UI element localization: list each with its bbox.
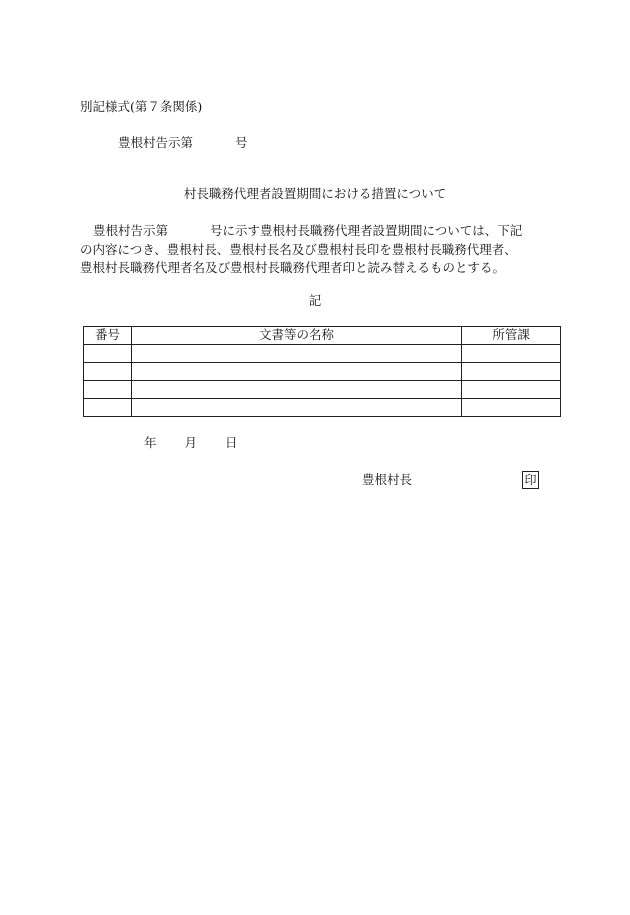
table-cell [462,345,561,363]
documents-table [83,326,561,417]
header-department: 所管課 [462,327,561,345]
table-cell [131,399,461,417]
form-reference: 別記様式(第７条関係) [80,99,203,114]
body-line-3: 豊根村長職務代理者名及び豊根村長職務代理者印と読み替えるものとする。 [80,260,506,275]
body-line-1 [80,225,562,238]
table-row [84,399,561,417]
table-cell [462,381,561,399]
ki-heading: 記 [308,293,322,308]
header-document-name: 文書等の名称 [131,327,461,345]
table-row [84,345,561,363]
document-title: 村長職務代理者設置期間における措置について [183,186,447,201]
table-cell [84,399,132,417]
table-header-row [84,327,561,345]
date-line [144,437,238,450]
table-cell [462,363,561,381]
table-cell [462,399,561,417]
body-line-1a: 豊根村告示第 [93,223,169,238]
table-cell [131,381,461,399]
body-line-2: の内容につき、豊根村長、豊根村長名及び豊根村長印を豊根村長職務代理者、 [80,242,517,257]
date-day: 日 [225,435,238,450]
notice-prefix: 豊根村告示第 [118,135,194,150]
notice-suffix: 号 [235,135,248,150]
body-line-1b: 号に示す豊根村長職務代理者設置期間については、下記 [210,223,523,238]
table-cell [84,363,132,381]
table-cell [131,345,461,363]
table-row [84,381,561,399]
table-cell [84,345,132,363]
table-row [84,363,561,381]
header-number: 番号 [84,327,132,345]
seal-mark: 印 [522,471,539,489]
notice-number [118,137,248,150]
date-year: 年 [144,435,157,450]
date-month: 月 [184,435,198,450]
table-cell [131,363,461,381]
table-cell [84,381,132,399]
mayor-title: 豊根村長 [362,472,413,487]
